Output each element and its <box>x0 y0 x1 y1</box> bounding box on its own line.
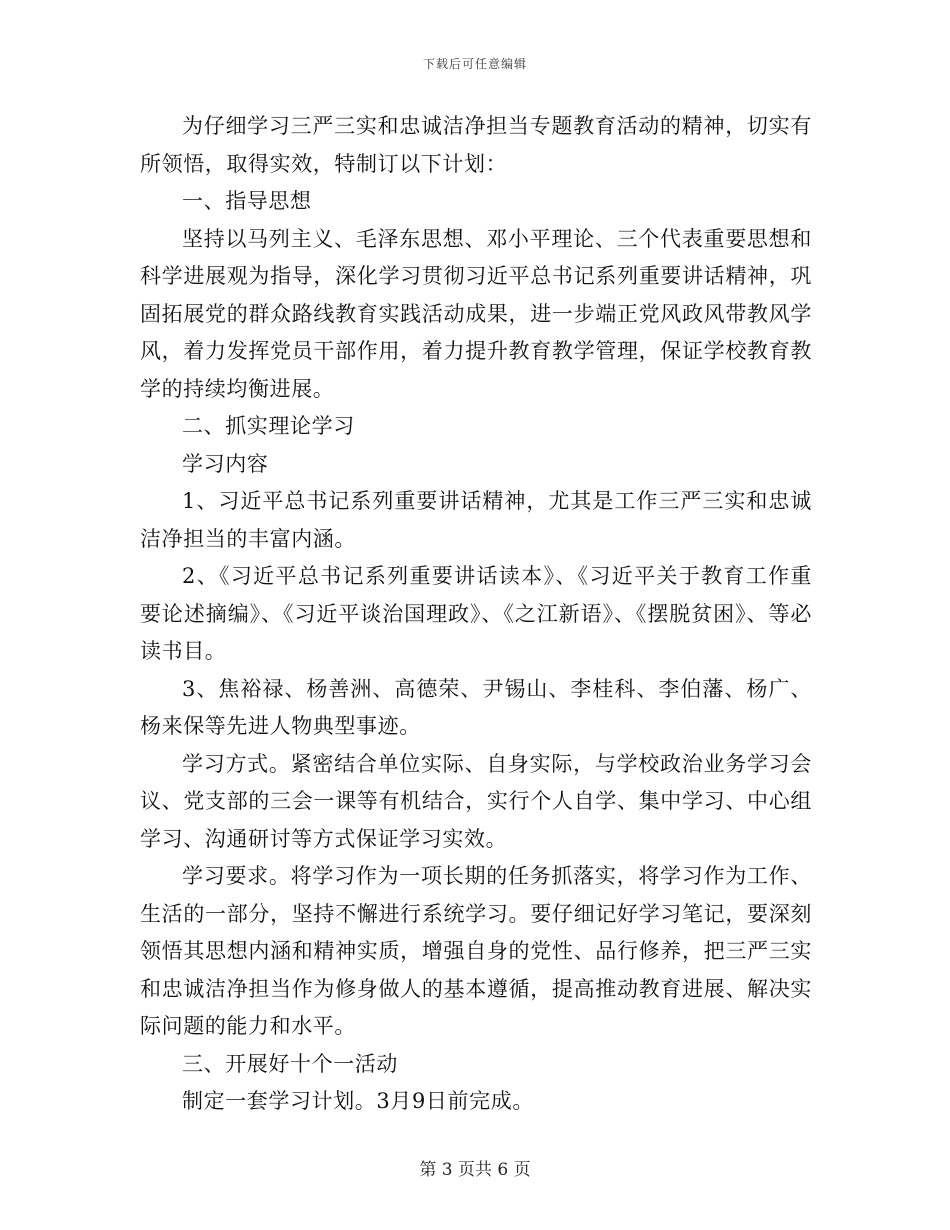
body-paragraph: 制定一套学习计划。3月9日前完成。 <box>182 1089 534 1113</box>
page-number: 第 3 页共 6 页 <box>419 1160 531 1180</box>
body-paragraph: 学习方式。紧密结合单位实际、自身实际，与学校政治业务学习会议、党支部的三会一课等有机结合，实行个人自学、集中学习、中心组学习、沟通研讨等方式保证学习实效。 <box>140 751 812 851</box>
intro-paragraph: 为仔细学习三严三实和忠诚洁净担当专题教育活动的精神，切实有所领悟，取得实效，特制订以下计划： <box>140 114 812 176</box>
list-item: 1、习近平总书记系列重要讲话精神，尤其是工作三严三实和忠诚洁净担当的丰富内涵。 <box>140 489 812 551</box>
document-body <box>140 108 812 1121</box>
list-item: 3、焦裕禄、杨善洲、高德荣、尹锡山、李桂科、李伯藩、杨广、杨来保等先进人物典型事迹。 <box>140 676 812 738</box>
header-note: 下载后可任意编辑 <box>422 57 527 71</box>
body-paragraph: 学习要求。将学习作为一项长期的任务抓落实，将学习作为工作、生活的一部分，坚持不懈进行系统学习。要仔细记好学习笔记，要深刻领悟其思想内涵和精神实质，增强自身的党性、品行修养，把三严三实和忠诚洁净担当作为修身做人的基本遵循，提高推动教育进展、解决实际问题的能力和水平。 <box>140 864 812 1038</box>
section-heading: 三、开展好十个一活动 <box>182 1051 398 1076</box>
subheading: 学习内容 <box>182 451 269 476</box>
section-heading: 一、指导思想 <box>182 189 312 213</box>
list-item: 2、《习近平总书记系列重要讲话读本》、《习近平关于教育工作重要论述摘编》、《习近平谈治国理政》、《之江新语》、《摆脱贫困》、等必读书目。 <box>140 564 812 663</box>
section-heading: 二、抓实理论学习 <box>182 414 355 438</box>
body-paragraph: 坚持以马列主义、毛泽东思想、邓小平理论、三个代表重要思想和科学进展观为指导，深化学习贯彻习近平总书记系列重要讲话精神，巩固拓展党的群众路线教育实践活动成果，进一步端正党风政风带教风学风，着力发挥党员干部作用，着力提升教育教学管理，保证学校教育教学的持续均衡进展。 <box>140 226 812 401</box>
